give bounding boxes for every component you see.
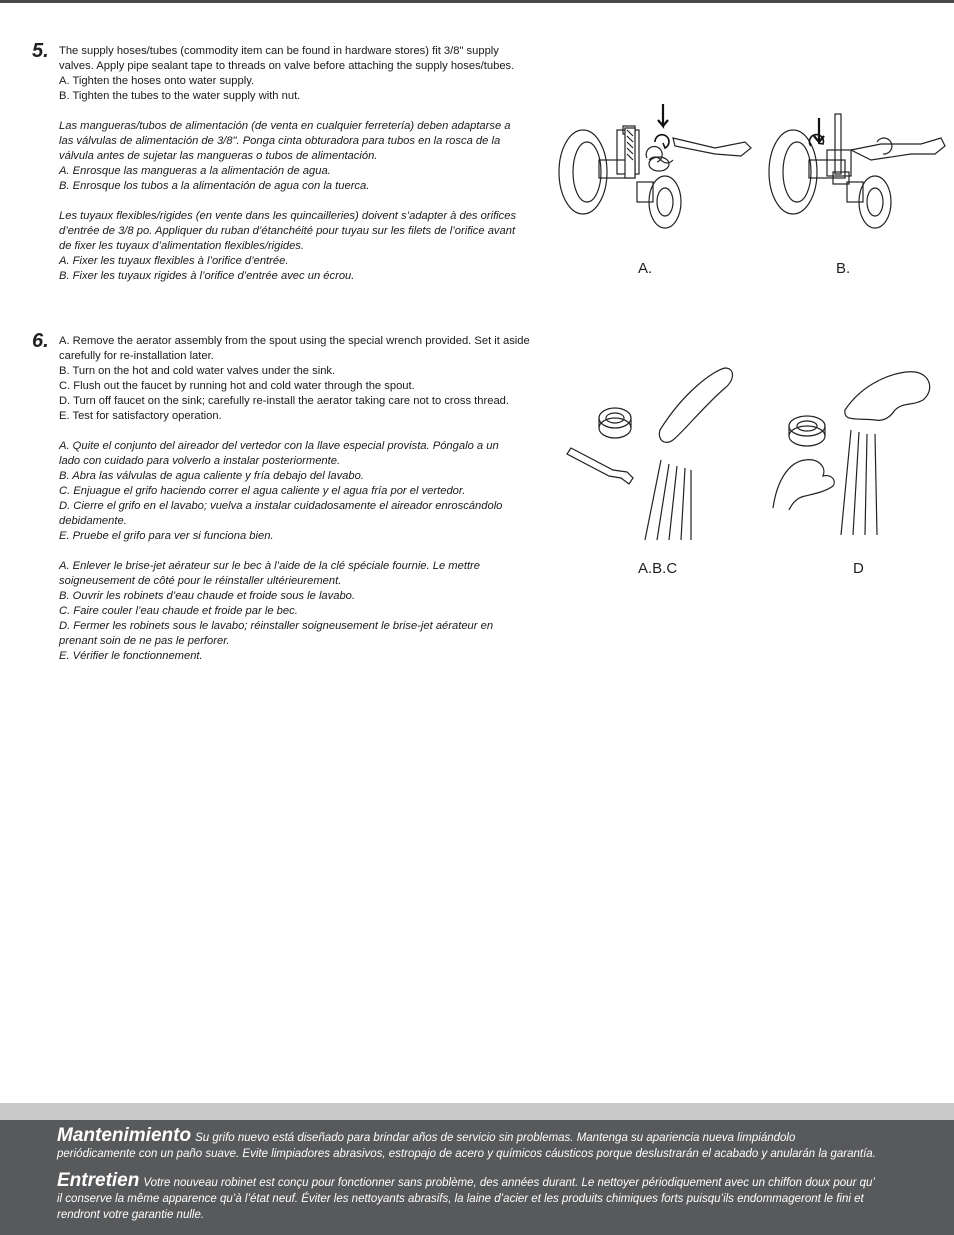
figure-label-a: A. [638,260,653,277]
step-6-es-line: debidamente. [59,515,127,527]
footer-strip [0,1103,954,1120]
entretien-block [57,1170,927,1223]
step-6-en-line: C. Flush out the faucet by running hot and cold water through the spout. [59,380,415,392]
step-5-en-line: The supply hoses/tubes (commodity item can be found in hardware stores) fit 3/8" supply [59,45,499,57]
step-5-fr-line: Les tuyaux flexibles/rigides (en vente dans les quincailleries) doivent s’adapter à des orifices [59,210,517,222]
step-6-es-line: B. Abra las válvulas de agua caliente y fría debajo del lavabo. [59,470,364,482]
mantenimiento-title: Mantenimiento [57,1125,192,1146]
step-5-text [59,44,557,284]
step-6-es-line: A. Quite el conjunto del aireador del vertedor con la llave especial provista. Póngalo a un [59,440,499,452]
entretien-text: Votre nouveau robinet est conçu pour fonctionner sans problème, des années durant. Le nettoyer périodiquement avec un chiffon doux pour qu’ [143,1177,875,1189]
aerator-removal-illustration [565,360,750,545]
step-6-fr-line: B. Ouvrir les robinets d’eau chaude et froide sous le lavabo. [59,590,356,602]
step-5-es-line: A. Enrosque las mangueras a la alimentación de agua. [59,165,331,177]
step-5-en-line: A. Tighten the hoses onto water supply. [59,75,255,87]
step-5-es-line: Las mangueras/tubos de alimentación (de venta en cualquier ferretería) deben adaptarse a [59,120,511,132]
step-6-en-line: B. Turn on the hot and cold water valves under the sink. [59,365,336,377]
step-6-text [59,334,557,664]
step-6-fr-line: C. Faire couler l’eau chaude et froide par le bec. [59,605,298,617]
entretien-text: il conserve la même apparence qu’à l’état neuf. Éviter les nettoyants abrasifs, la laine d’acier et les produits chimiques forts puisqu’ils endommageront le fini et [57,1193,864,1205]
step-6-en-line: E. Test for satisfactory operation. [59,410,222,422]
step-6-fr-line: A. Enlever le brise-jet aérateur sur le bec à l’aide de la clé spéciale fournie. Le mettre [59,560,480,572]
step-6-en-line: A. Remove the aerator assembly from the spout using the special wrench provided. Set it aside [59,335,530,347]
mantenimiento-block [57,1125,927,1162]
step-5-en-line: B. Tighten the tubes to the water supply with nut. [59,90,301,102]
step-6-fr-line: E. Vérifier le fonctionnement. [59,650,203,662]
step-6-en-line: D. Turn off faucet on the sink; carefully re-install the aerator taking care not to cross thread. [59,395,510,407]
figure-label-abc: A.B.C [638,560,678,577]
aerator-reinstall-illustration [765,370,945,545]
step-5-es-line: las válvulas de alimentación de 3/8". Ponga cinta obturadora para tubos en la rosca de la [59,135,501,147]
step-6-es-line: lado con cuidado para volverlo a instalar posteriormente. [59,455,341,467]
mantenimiento-text: periódicamente con un paño suave. Evite limpiadores abrasivos, estropajo de acero y químicos cáusticos porque deslustrarán el acabado y anularán la garantía. [57,1148,876,1160]
figure-label-d: D [853,560,864,577]
step-number: 5. [32,40,49,62]
step-6-es-line: C. Enjuague el grifo haciendo correr el agua caliente y el agua fría por el vertedor. [59,485,466,497]
step-5-fr-line: de fixer les tuyaux d’alimentation flexibles/rigides. [59,240,305,252]
step-6-en-line: carefully for re-installation later. [59,350,214,362]
entretien-title: Entretien [57,1170,140,1191]
step-5-en-line: valves. Apply pipe sealant tape to threads on valve before attaching the supply hoses/tubes. [59,60,515,72]
step-6-es-line: E. Pruebe el grifo para ver si funciona bien. [59,530,274,542]
step-6-es-line: D. Cierre el grifo en el lavabo; vuelva a instalar cuidadosamente el aireador enroscándolo [59,500,503,512]
supply-tube-illustration [765,100,954,240]
step-6-fr-line: soigneusement de côté pour le réinstaller ultérieurement. [59,575,342,587]
step-5-fr-line: d’entrée de 3/8 po. Appliquer du ruban d’étanchéité pour tuyau sur les filets de l’orifice avant [59,225,516,237]
step-number: 6. [32,330,49,352]
figure-label-b: B. [836,260,851,277]
step-5-es-line: válvula antes de sujetar las mangueras o tubos de alimentación. [59,150,378,162]
mantenimiento-text: Su grifo nuevo está diseñado para brindar años de servicio sin problemas. Mantenga su apariencia nueva limpiándolo [195,1132,796,1144]
step-6-fr-line: prenant soin de ne pas le perforer. [59,635,230,647]
step-5-fr-line: B. Fixer les tuyaux rigides à l’orifice d’entrée avec un écrou. [59,270,355,282]
top-rule [0,0,954,3]
entretien-text: rendront votre garantie nulle. [57,1209,205,1221]
step-5-fr-line: A. Fixer les tuyaux flexibles à l’orifice d’entrée. [59,255,289,267]
step-6-fr-line: D. Fermer les robinets sous le lavabo; réinstaller soigneusement le brise-jet aérateur en [59,620,494,632]
step-5-es-line: B. Enrosque los tubos a la alimentación de agua con la tuerca. [59,180,370,192]
maintenance-footer [0,1120,954,1235]
supply-hose-illustration [555,100,755,240]
